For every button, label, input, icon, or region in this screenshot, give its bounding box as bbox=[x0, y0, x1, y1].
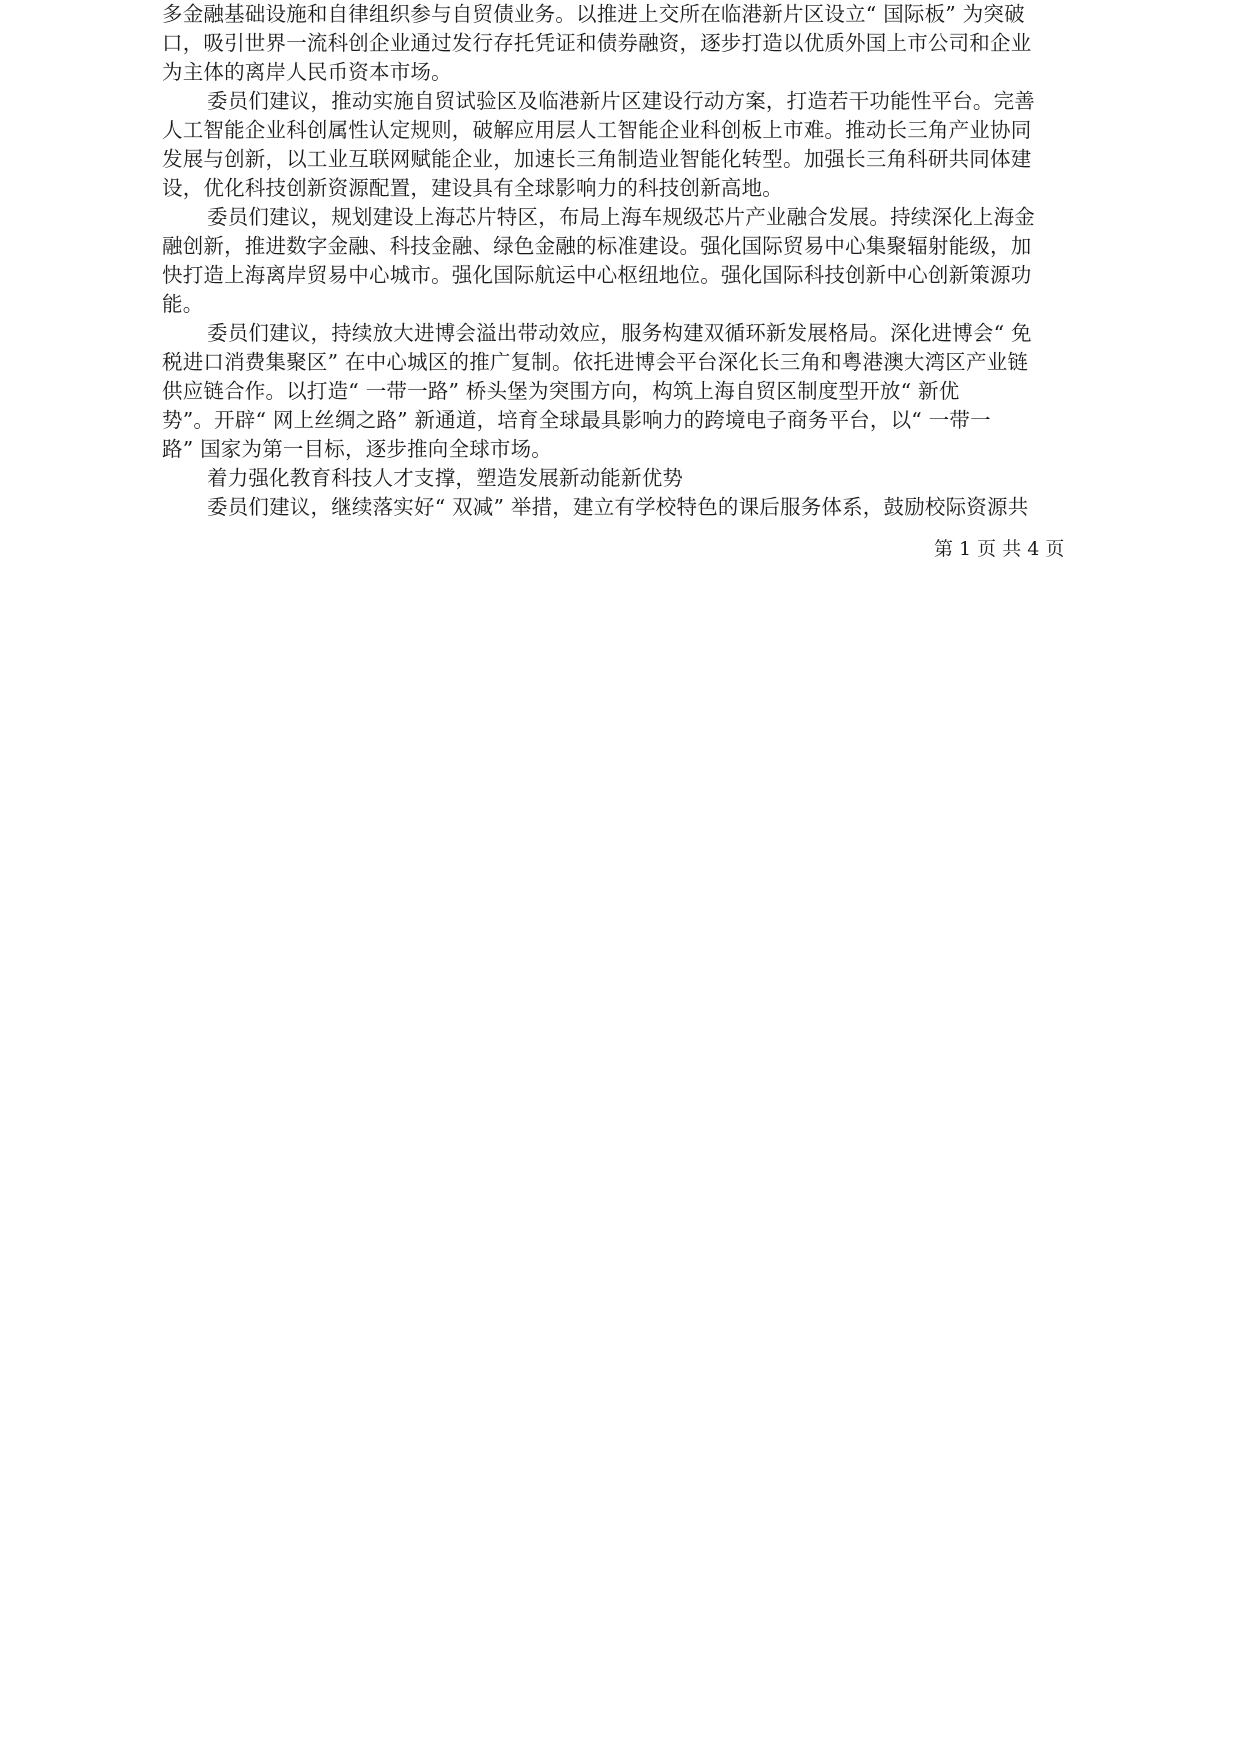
body-text bbox=[162, 0, 1092, 522]
text-line: 能。 bbox=[162, 292, 204, 316]
text-line: 发展与创新，以工业互联网赋能企业，加速长三角制造业智能化转型。加强长三角科研共同体建 bbox=[162, 147, 1032, 171]
text-line: 口，吸引世界一流科创企业通过发行存托凭证和债券融资，逐步打造以优质外国上市公司和企业 bbox=[162, 31, 1032, 55]
text-line: 税进口消费集聚区” 在中心城区的推广复制。依托进博会平台深化长三角和粤港澳大湾区产业链 bbox=[162, 350, 1029, 374]
text-line: 设，优化科技创新资源配置，建设具有全球影响力的科技创新高地。 bbox=[162, 176, 783, 200]
text-line: 快打造上海离岸贸易中心城市。强化国际航运中心枢纽地位。强化国际科技创新中心创新策源功 bbox=[162, 263, 1032, 287]
text-line: 势”。开辟“ 网上丝绸之路” 新通道，培育全球最具影响力的跨境电子商务平台，以“ 一带一 bbox=[162, 408, 991, 432]
text-line: 路” 国家为第一目标，逐步推向全球市场。 bbox=[162, 437, 552, 461]
paragraph-start-line: 委员们建议，推动实施自贸试验区及临港新片区建设行动方案，打造若干功能性平台。完善 bbox=[207, 89, 1035, 113]
paragraph-start-line: 委员们建议，规划建设上海芯片特区，布局上海车规级芯片产业融合发展。持续深化上海金 bbox=[207, 205, 1035, 229]
text-line: 融创新，推进数字金融、科技金融、绿色金融的标准建设。强化国际贸易中心集聚辐射能级，加 bbox=[162, 234, 1032, 258]
text-line: 为主体的离岸人民币资本市场。 bbox=[162, 60, 452, 84]
text-line: 人工智能企业科创属性认定规则，破解应用层人工智能企业科创板上市难。推动长三角产业协同 bbox=[162, 118, 1032, 142]
page-footer: 第 1 页 共 4 页 bbox=[934, 538, 1065, 560]
section-heading: 着力强化教育科技人才支撑，塑造发展新动能新优势 bbox=[207, 466, 684, 490]
paragraph-start-line: 委员们建议，持续放大进博会溢出带动效应，服务构建双循环新发展格局。深化进博会“ 免 bbox=[207, 321, 1032, 345]
paragraph-start-line: 委员们建议，继续落实好“ 双减” 举措，建立有学校特色的课后服务体系，鼓励校际资源共 bbox=[207, 495, 1029, 519]
text-line: 供应链合作。以打造“ 一带一路” 桥头堡为突围方向，构筑上海自贸区制度型开放“ 新优 bbox=[162, 379, 960, 403]
text-line: 多金融基础设施和自律组织参与自贸债业务。以推进上交所在临港新片区设立“ 国际板” 为突破 bbox=[162, 2, 1025, 26]
